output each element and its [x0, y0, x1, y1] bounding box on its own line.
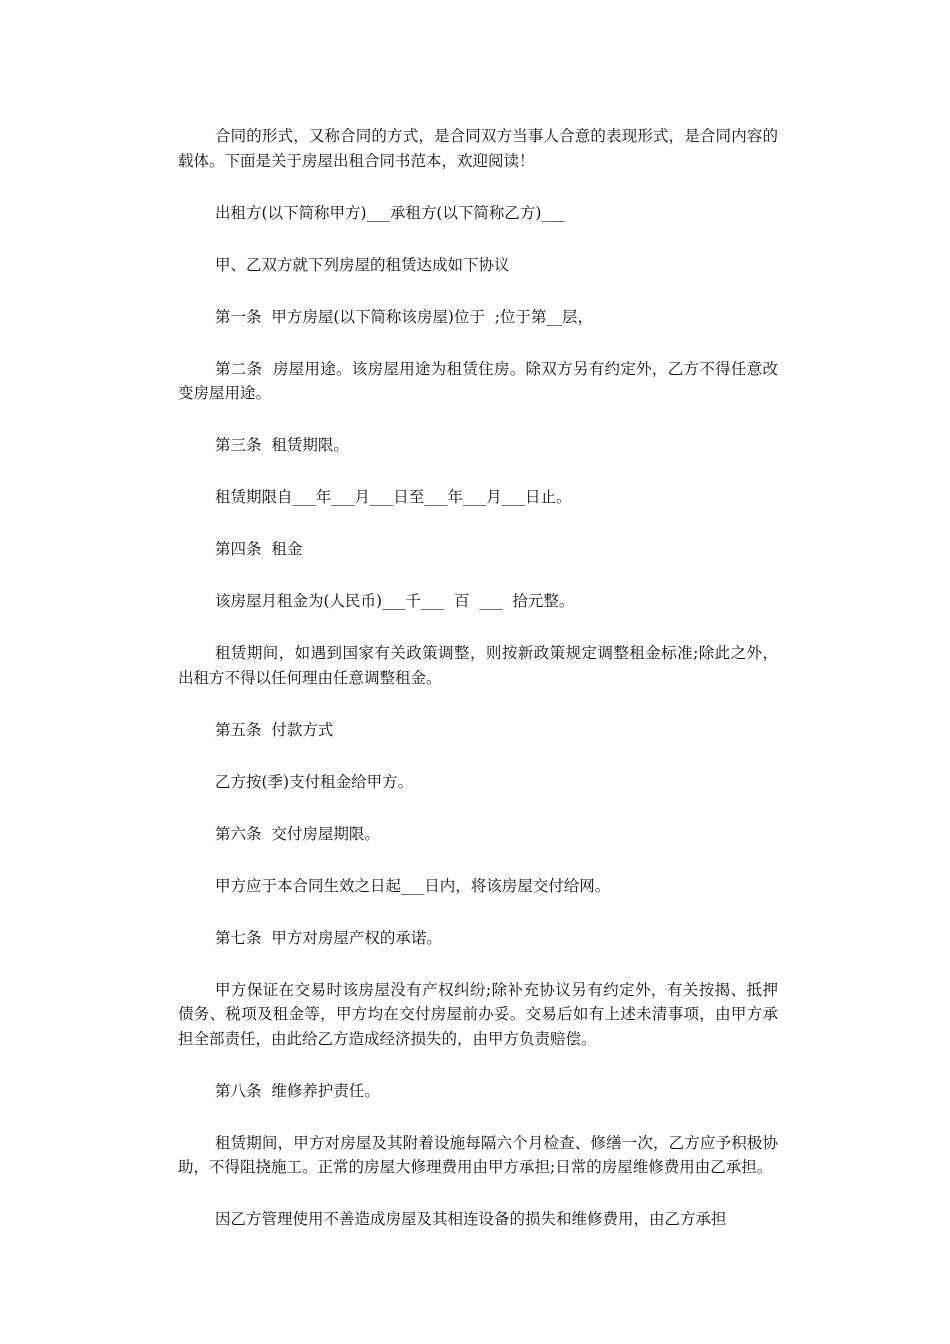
article-7-heading: 第七条 甲方对房屋产权的承诺。 [215, 928, 442, 947]
lease-term-line: 租赁期限自___年___月___日至___年___月___日止。 [215, 488, 572, 506]
document-body [178, 124, 778, 1259]
article-2-usage: 第二条 房屋用途。该房屋用途为租赁住房。除双方另有约定外，乙方不得任意改变房屋用途。 [178, 359, 778, 402]
maintenance-paragraph: 租赁期间，甲方对房屋及其附着设施每隔六个月检查、修缮一次，乙方应予积极协助，不得阻挠施工。正常的房屋大修理费用由甲方承担;日常的房屋维修费用由乙承担。 [178, 1133, 778, 1176]
intro-paragraph: 合同的形式，又称合同的方式，是合同双方当事人合意的表现形式，是合同内容的载体。下面是关于房屋出租合同书范本，欢迎阅读！ [178, 127, 778, 170]
article-5-heading: 第五条 付款方式 [215, 720, 334, 739]
rent-adjustment-paragraph: 租赁期间，如遇到国家有关政策调整，则按新政策规定调整租金标准;除此之外，出租方不得以任何理由任意调整租金。 [178, 644, 778, 687]
parties-line: 出租方(以下简称甲方)___承租方(以下简称乙方)___ [215, 203, 565, 222]
damage-liability-paragraph: 因乙方管理使用不善造成房屋及其相连设备的损失和维修费用，由乙方承担 [215, 1210, 727, 1228]
article-8-heading: 第八条 维修养护责任。 [215, 1081, 380, 1100]
article-6-heading: 第六条 交付房屋期限。 [215, 824, 380, 843]
article-1-location: 第一条 甲方房屋(以下简称该房屋)位于 ;位于第__层， [215, 307, 594, 326]
delivery-deadline-line: 甲方应于本合同生效之日起___日内，将该房屋交付给网。 [215, 876, 611, 895]
property-rights-paragraph: 甲方保证在交易时该房屋没有产权纠纷;除补充协议另有约定外，有关按揭、抵押债务、税项及租金等，甲方均在交付房屋前办妥。交易后如有上述未清事项，由甲方承担全部责任，由此给乙方造成经济损失的，由甲方负责赔偿。 [178, 980, 778, 1048]
article-3-heading: 第三条 租赁期限。 [215, 436, 349, 454]
agreement-statement: 甲、乙双方就下列房屋的租赁达成如下协议 [215, 255, 510, 274]
article-4-heading: 第四条 租金 [215, 540, 303, 558]
payment-method-line: 乙方按(季)支付租金给甲方。 [215, 772, 414, 791]
monthly-rent-line: 该房屋月租金为(人民币)___千___ 百 ___ 拾元整。 [215, 592, 575, 610]
